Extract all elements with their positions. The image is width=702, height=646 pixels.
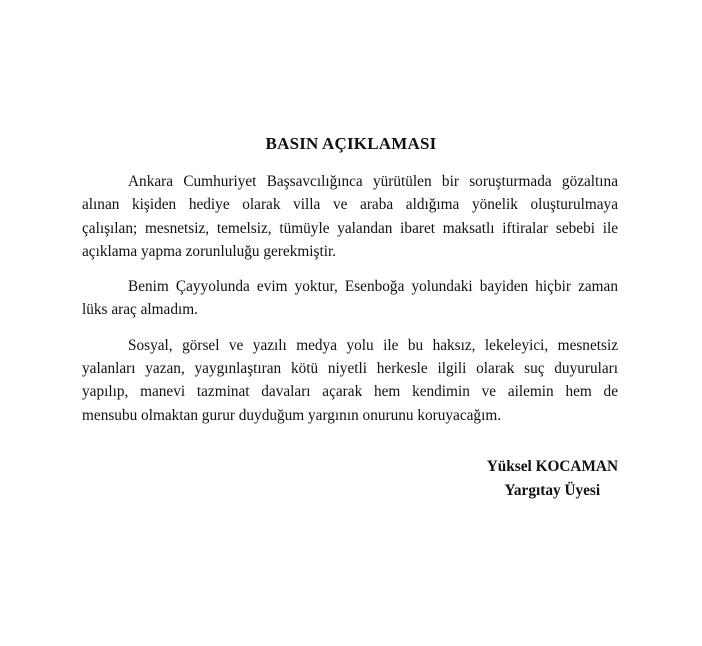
paragraph-2 [82, 275, 618, 322]
document-body [82, 170, 618, 439]
paragraph-1-line-4: açıklama yapma zorunluluğu gerekmiştir. [82, 242, 337, 260]
signature-position: Yargıtay Üyesi [504, 482, 601, 499]
paragraph-3 [82, 334, 618, 427]
paragraph-2-line-2: lüks araç almadım. [82, 301, 198, 319]
paragraph-1-line-2: alınan kişiden hediye olarak villa ve araba aldığıma yönelik oluşturulmaya [82, 196, 618, 214]
paragraph-3-line-1: Sosyal, görsel ve yazılı medya yolu ile bu haksız, lekeleyici, mesnetsiz [128, 336, 618, 354]
paragraph-2-line-1: Benim Çayyolunda evim yoktur, Esenboğa yolundaki bayiden hiçbir zaman [128, 278, 618, 296]
paragraph-3-line-3: yapılıp, manevi tazminat davaları açarak hem kendimin ve ailemin hem de [82, 383, 618, 401]
paragraph-1 [82, 170, 618, 263]
signature-block [487, 455, 618, 503]
paragraph-3-line-2: yalanları yazan, yaygınlaştıran kötü niyetli herkesle ilgili olarak suç duyuruları [82, 360, 618, 378]
paragraph-1-line-3: çalışılan; mesnetsiz, temelsiz, tümüyle yalandan ibaret maksatlı iftiralar sebebi ile [82, 219, 618, 237]
signature-name: Yüksel KOCAMAN [486, 458, 618, 475]
paragraph-3-line-4: mensubu olmaktan gurur duyduğum yargının onurunu koruyacağım. [82, 406, 502, 424]
paragraph-1-line-1: Ankara Cumhuriyet Başsavcılığınca yürütülen bir soruşturmada gözaltına [128, 173, 618, 190]
document-title: BASIN AÇIKLAMASI [265, 134, 437, 153]
